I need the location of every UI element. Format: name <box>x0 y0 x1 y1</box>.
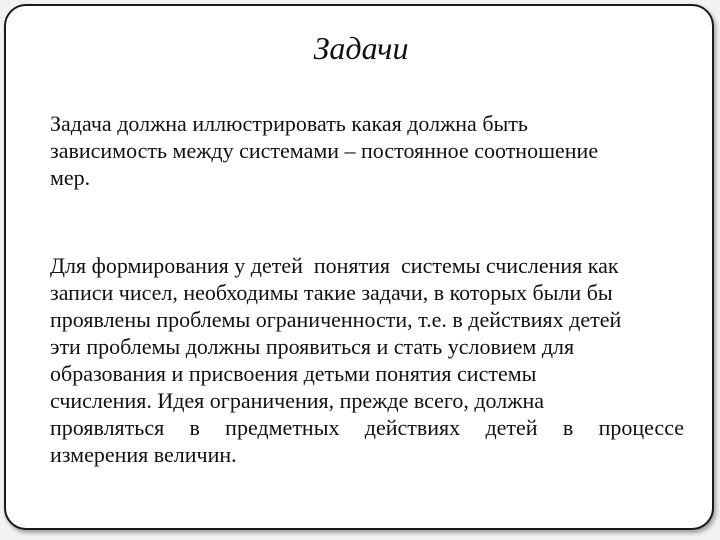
slide-title: Задачи <box>313 30 409 66</box>
paragraph-2-line: проявляться в предметных действиях детей в процессе <box>50 415 684 440</box>
paragraph-2-line: Для формирования у детей понятия системы счисления как <box>50 253 619 278</box>
paragraph-2-line: эти проблемы должны проявиться и стать условием для <box>50 334 575 359</box>
paragraph-1-line: Задача должна иллюстрировать какая должна быть <box>50 111 528 136</box>
slide-frame <box>4 4 714 530</box>
paragraph-2 <box>50 252 684 468</box>
paragraph-2-line: счисления. Идея ограничения, прежде всего, должна <box>50 388 544 413</box>
paragraph-2-line: образования и присвоения детьми понятия системы <box>50 361 537 386</box>
paragraph-1-line: мер. <box>50 165 91 190</box>
paragraph-1-line: зависимость между системами – постоянное соотношение <box>50 138 599 163</box>
paragraph-2-line: измерения величин. <box>50 442 237 467</box>
paragraph-2-line: записи чисел, необходимы такие задачи, в которых были бы <box>50 280 613 305</box>
paragraph-1 <box>50 110 684 191</box>
paragraph-2-line: проявлены проблемы ограниченности, т.е. в действиях детей <box>50 307 622 332</box>
